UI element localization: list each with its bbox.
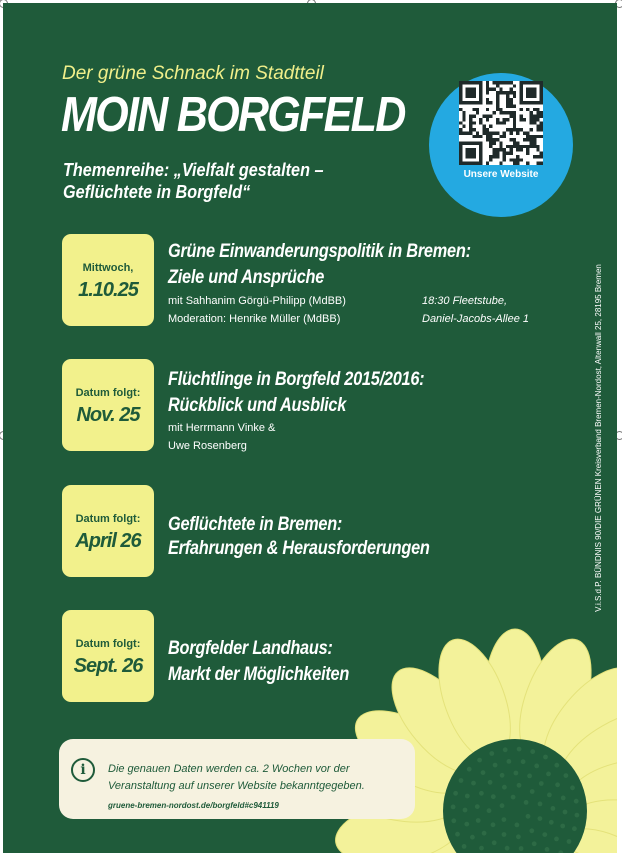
sunflower-seed <box>519 846 524 851</box>
event-1-moderation: Moderation: Henrike Müller (MdBB) <box>168 313 341 325</box>
sunflower-seed <box>481 770 486 775</box>
sunflower-seed <box>563 810 568 815</box>
sunflower-seed <box>467 767 472 772</box>
sunflower-seed <box>503 747 508 752</box>
event-2-speaker: mit Herrmann Vinke & <box>168 422 276 434</box>
event-1-time-venue: 18:30 Fleetstube, <box>422 295 508 307</box>
event-4-date-box <box>62 610 154 702</box>
event-2-date-box <box>62 359 154 451</box>
event-2-speaker-2: Uwe Rosenberg <box>168 440 247 452</box>
sunflower-seed <box>470 835 475 840</box>
event-3-date-label: Datum folgt: <box>75 513 141 525</box>
sunflower-seed <box>500 773 505 778</box>
sunflower-seed <box>451 805 456 810</box>
qr-label: Unsere Website <box>463 169 539 180</box>
sunflower-seed <box>567 839 572 844</box>
sunflower-seed <box>482 831 487 836</box>
sunflower-seed <box>502 817 507 822</box>
sunflower-seed <box>463 808 468 813</box>
sunflower-seed <box>555 782 560 787</box>
imprint-text: V.i.S.d.P. BÜNDNIS 90/DIE GRÜNEN Kreisverband Bremen-Nordost, Altenwall 25, 28195 Bremen <box>594 264 603 612</box>
info-text: Die genauen Daten werden ca. 2 Wochen vor der Veranstaltung auf unserer Website bekanntgegeben. <box>108 763 365 792</box>
sunflower-seed <box>574 799 579 804</box>
sunflower-seed <box>539 781 544 786</box>
sunflower-seed <box>526 814 531 819</box>
event-4-date: Sept. 26 <box>73 655 143 677</box>
sunflower-seed <box>479 791 484 796</box>
sunflower-seed <box>462 844 467 849</box>
event-1-date-box <box>62 234 154 326</box>
event-1-speaker: mit Sahhanim Görgü-Philipp (MdBB) <box>168 295 346 307</box>
sunflower-seed <box>465 794 470 799</box>
event-3-date-box <box>62 485 154 577</box>
poster-title: MOIN BORGFELD <box>61 88 405 142</box>
sunflower-seed <box>530 749 535 754</box>
event-3-date: April 26 <box>75 530 141 552</box>
sunflower-seed <box>529 828 534 833</box>
info-box <box>59 739 415 819</box>
sunflower-seed <box>514 771 519 776</box>
sunflower-seed <box>475 804 480 809</box>
sunflower-seed <box>543 755 548 760</box>
sunflower-seed <box>489 751 494 756</box>
sunflower-seed <box>477 758 482 763</box>
sunflower-seed <box>488 780 493 785</box>
sunflower-seed <box>507 759 512 764</box>
sunflower-seed <box>534 764 539 769</box>
sunflower-seed <box>560 824 565 829</box>
sunflower-seed <box>521 759 526 764</box>
kicker-text: Der grüne Schnack im Stadtteil <box>62 63 324 84</box>
sunflower-seed <box>487 808 492 813</box>
sunflower-seed <box>554 837 559 842</box>
sunflower-seed <box>524 800 529 805</box>
event-1-date: 1.10.25 <box>78 279 138 301</box>
sunflower-seed <box>542 832 547 837</box>
qr-code-icon[interactable] <box>459 81 543 165</box>
event-3-title-line2: Erfahrungen & Herausforderungen <box>168 538 430 559</box>
sunflower-seed <box>564 773 569 778</box>
sunflower-seed <box>493 763 498 768</box>
sunflower-seed <box>549 820 554 825</box>
sunflower-seed <box>459 778 464 783</box>
sunflower-seed <box>530 789 535 794</box>
website-qr-badge[interactable] <box>429 73 573 217</box>
sunflower-seed <box>500 803 505 808</box>
sunflower-seed <box>511 795 516 800</box>
sunflower-seed <box>538 802 543 807</box>
sunflower-seed <box>491 822 496 827</box>
sunflower-seed <box>570 785 575 790</box>
event-1-title-line1: Grüne Einwanderungspolitik in Bremen: <box>168 241 471 262</box>
sunflower-seed <box>532 841 537 846</box>
event-3-title-line1: Geflüchtete in Bremen: <box>168 514 343 535</box>
series-title: Themenreihe: „Vielfalt gestalten – Geflüchtete in Borgfeld“ <box>63 160 324 202</box>
sunflower-seed <box>492 840 497 845</box>
sunflower-seed <box>479 846 484 851</box>
sunflower-seed <box>517 747 522 752</box>
sunflower-seed <box>515 823 520 828</box>
event-4-date-label: Datum folgt: <box>75 638 141 650</box>
sunflower-seed <box>451 818 456 823</box>
sunflower-seed <box>517 783 522 788</box>
poster-canvas <box>3 3 617 853</box>
sunflower-seed <box>516 834 521 839</box>
sunflower-seed <box>546 772 551 777</box>
sunflower-seed <box>572 826 577 831</box>
event-4-title-line2: Markt der Möglichkeiten <box>168 664 350 685</box>
sunflower-seed <box>561 796 566 801</box>
sunflower-seed <box>455 832 460 837</box>
event-1-title-line2: Ziele und Ansprüche <box>168 267 325 288</box>
event-2-date: Nov. 25 <box>76 404 140 426</box>
sunflower-seed <box>575 813 580 818</box>
event-2-title-line2: Rückblick und Ausblick <box>168 395 347 416</box>
sunflower-seed <box>464 822 469 827</box>
website-link[interactable]: gruene-bremen-nordost.de/borgfeld#c941119 <box>108 801 279 810</box>
sunflower-seed <box>554 763 559 768</box>
sunflower-seed <box>491 794 496 799</box>
sunflower-seed <box>538 816 543 821</box>
event-2-title-line1: Flüchtlinge in Borgfeld 2015/2016: <box>168 369 425 390</box>
sunflower-seed <box>505 846 510 851</box>
sunflower-seed <box>527 774 532 779</box>
sunflower-seed <box>502 785 507 790</box>
event-4-title-line1: Borgfelder Landhaus: <box>168 638 333 659</box>
sunflower-seed <box>471 781 476 786</box>
sunflower-seed <box>547 793 552 798</box>
info-icon: i <box>71 758 95 782</box>
event-2-date-label: Datum folgt: <box>75 387 141 399</box>
event-1-date-label: Mittwoch, <box>82 262 134 274</box>
sunflower-seed <box>476 818 481 823</box>
event-1-address: Daniel-Jacobs-Allee 1 <box>422 313 529 325</box>
sunflower-seed <box>453 791 458 796</box>
sunflower-seed <box>545 847 550 852</box>
sunflower-seed <box>502 832 507 837</box>
sunflower-seed <box>551 806 556 811</box>
